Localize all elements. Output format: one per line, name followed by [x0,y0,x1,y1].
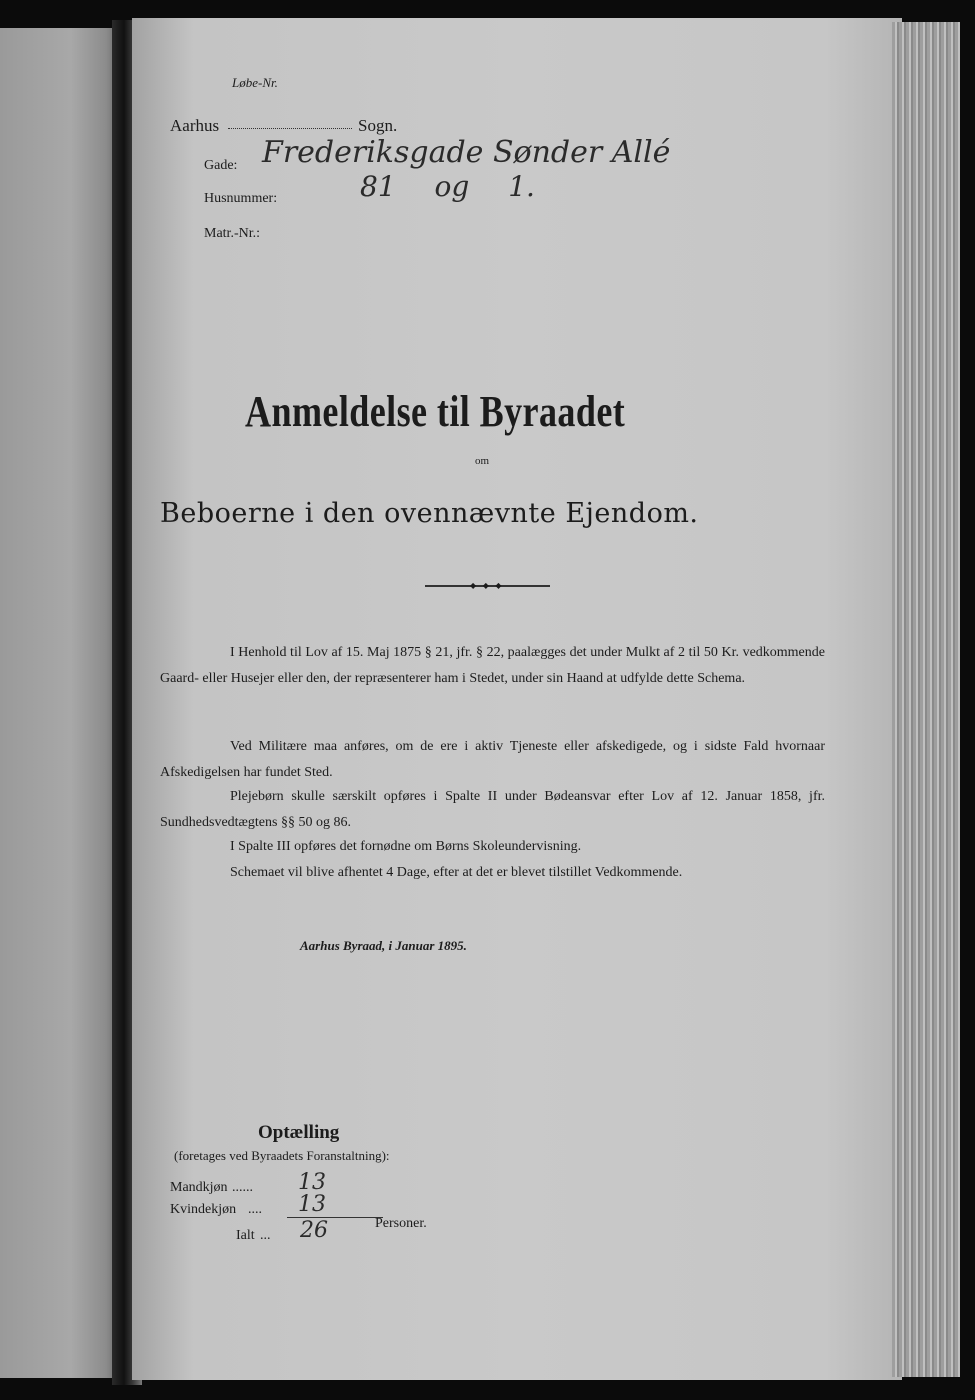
document-page [132,18,902,1380]
house-number-label: Husnummer: [204,191,278,206]
total-dots: ... [260,1228,271,1243]
female-label: Kvindekjøn [170,1202,237,1217]
male-value: 13 [298,1170,326,1195]
parish-dotted-line [228,128,352,129]
male-dots: ...... [232,1180,253,1195]
male-label: Mandkjøn [170,1180,228,1195]
persons-label: Personer. [375,1216,427,1231]
signature-line: Aarhus Byraad, i Januar 1895. [300,938,467,953]
paragraph-4: I Spalte III opføres det fornødne om Børns Skoleundervisning. [230,839,582,854]
house-number-value: 81 og 1. [360,170,535,203]
parish-label: Sogn. [358,116,398,135]
paragraph-2: Ved Militære maa anføres, om de ere i aktiv Tjeneste eller afskedigede, og i sidste Fald hvornaar Afskedigelsen har fundet Sted. [160,739,825,780]
page-edges [892,22,960,1377]
paragraph-1: I Henhold til Lov af 15. Maj 1875 § 21, jfr. § 22, paalægges det under Mulkt af 2 til 50 Kr. vedkommende Gaard- eller Husejer eller den, der repræsenterer ham i Stedet, under sin Haand at udfylde dette Schema. [160,645,825,686]
female-dots: .... [248,1202,262,1217]
count-title: Optælling [258,1122,340,1143]
total-value: 26 [300,1218,328,1243]
lobe-nr-label: Løbe-Nr. [232,75,278,90]
female-value: 13 [298,1192,326,1217]
paragraph-5: Schemaet vil blive afhentet 4 Dage, efter at det er blevet tilstillet Vedkommende. [230,865,683,880]
matr-label: Matr.-Nr.: [204,226,260,241]
parish-city: Aarhus [170,116,220,135]
document-subtitle: Beboerne i den ovennævnte Ejendom. [160,498,699,529]
ornament-dots: ◆ ◆ ◆ [470,581,504,590]
paragraph-3: Plejebørn skulle særskilt opføres i Spalte II under Bødeansvar efter Lov af 12. Januar 1858, jfr. Sundhedsvedtægtens §§ 50 og 86. [160,789,825,830]
left-page [0,28,118,1378]
om-text: om [475,455,490,467]
street-value: Frederiksgade Sønder Allé [262,135,671,170]
street-label: Gade: [204,158,238,173]
total-label: Ialt [236,1228,255,1243]
count-note: (foretages ved Byraadets Foranstaltning): [174,1148,390,1163]
document-title: Anmeldelse til Byraadet [245,387,626,436]
